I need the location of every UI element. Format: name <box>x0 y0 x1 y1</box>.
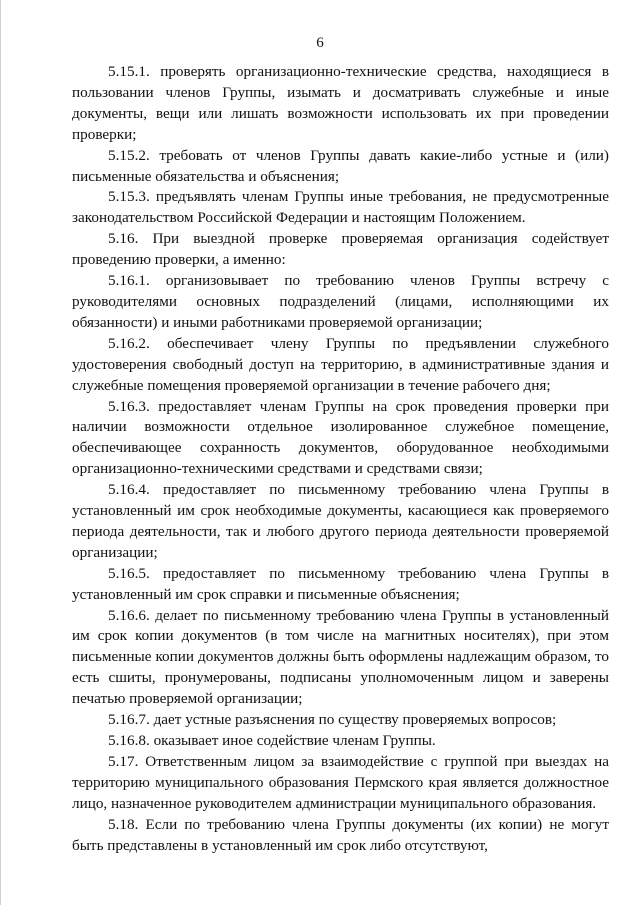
paragraph-5-17: 5.17. Ответственным лицом за взаимодействие с группой при выездах на территорию муниципального образования Пермского края является должностное лицо, назначенное руководителем администрации муниципального образования. <box>72 752 609 812</box>
paragraph-5-18: 5.18. Если по требованию члена Группы документы (их копии) не могут быть представлены в установленный им срок либо отсутствуют, <box>72 815 609 854</box>
paragraph-5-15-2: 5.15.2. требовать от членов Группы давать какие-либо устные и (или) письменные обязательства и объяснения; <box>72 146 609 185</box>
paragraph-5-16-5: 5.16.5. предоставляет по письменному требованию члена Группы в установленный им срок справки и письменные объяснения; <box>72 564 609 603</box>
document-body <box>72 62 609 856</box>
paragraph-5-16-6: 5.16.6. делает по письменному требованию члена Группы в установленный им срок копии документов (в том числе на магнитных носителях), при этом письменные копии документов должны быть оформлены надлежащим образом, то есть сшиты, пронумерованы, подписаны уполномоченным лицом и заверены печатью проверяемой организации; <box>72 606 609 708</box>
paragraph-5-16-2: 5.16.2. обеспечивает члену Группы по предъявлении служебного удостоверения свободный доступ на территорию, в административные здания и служебные помещения проверяемой организации в течение рабочего дня; <box>72 334 609 394</box>
paragraph-5-15-1: 5.15.1. проверять организационно-технические средства, находящиеся в пользовании членов Группы, изымать и досматривать служебные и иные документы, вещи или лишать возможности использовать их при проведении проверки; <box>72 63 609 143</box>
paragraph-5-15-3: 5.15.3. предъявлять членам Группы иные требования, не предусмотренные законодательством Российской Федерации и настоящим Положением. <box>72 188 609 227</box>
page-number: 6 <box>316 35 324 51</box>
paragraph-5-16-7: 5.16.7. дает устные разъяснения по существу проверяемых вопросов; <box>108 711 557 729</box>
paragraph-5-16-3: 5.16.3. предоставляет членам Группы на срок проведения проверки при наличии возможности отдельное изолированное служебное помещение, обеспечивающее сохранность документов, оборудованное необходимыми организационно-техническими средствами и средствами связи; <box>72 397 609 478</box>
paragraph-5-16-4: 5.16.4. предоставляет по письменному требованию члена Группы в установленный им срок необходимые документы, касающиеся как проверяемого периода деятельности, так и любого другого периода деятельности проверяемой организации; <box>72 481 609 561</box>
paragraph-5-16-1: 5.16.1. организовывает по требованию членов Группы встречу с руководителями основных подразделений (лицами, исполняющими их обязанности) и иными работниками проверяемой организации; <box>72 272 609 331</box>
paragraph-5-16: 5.16. При выездной проверке проверяемая организация содействует проведению проверки, а именно: <box>72 230 609 269</box>
paragraph-5-16-8: 5.16.8. оказывает иное содействие членам Группы. <box>108 732 436 749</box>
page-edge-line <box>0 0 1 905</box>
